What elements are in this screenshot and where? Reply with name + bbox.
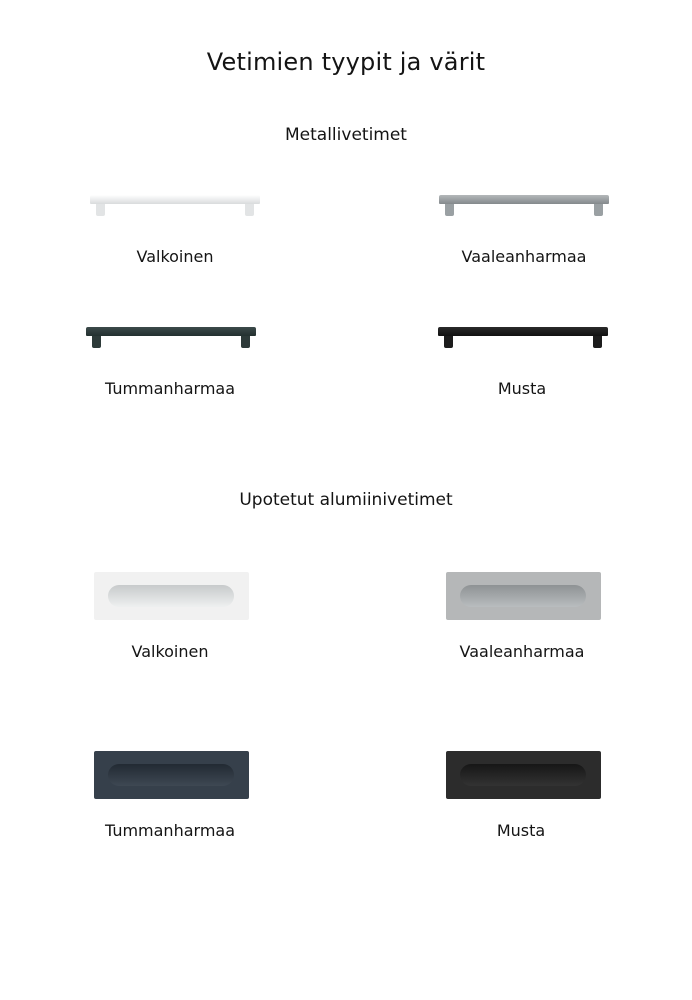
metal-handles-grid bbox=[0, 189, 692, 398]
bar-handle-leg-right bbox=[594, 204, 603, 216]
section-recessed-aluminium-handles bbox=[0, 398, 692, 840]
handle-label: Vaaleanharmaa bbox=[459, 642, 585, 661]
bar-handle-icon-black bbox=[438, 321, 608, 363]
handle-swatch-metal-white[interactable] bbox=[43, 189, 303, 266]
bar-handle-leg-left bbox=[92, 336, 101, 348]
recessed-handle-icon-white bbox=[94, 572, 249, 620]
bar-handle-icon-light-grey bbox=[439, 189, 609, 231]
recessed-handle-icon-light-grey bbox=[446, 572, 601, 620]
bar-handle-leg-left bbox=[445, 204, 454, 216]
bar-handle-icon-white bbox=[90, 189, 260, 231]
handle-swatch-recessed-white[interactable] bbox=[43, 572, 303, 661]
handle-label: Valkoinen bbox=[136, 247, 214, 266]
recessed-handle-inset bbox=[460, 764, 586, 786]
section-metal-handles bbox=[0, 76, 692, 398]
bar-handle-leg-left bbox=[444, 336, 453, 348]
page-title: Vetimien tyypit ja värit bbox=[206, 48, 486, 76]
handle-swatch-recessed-dark-grey[interactable] bbox=[43, 751, 303, 840]
recessed-handle-inset bbox=[108, 585, 234, 607]
bar-handle-icon-dark-grey bbox=[86, 321, 256, 363]
handle-swatch-metal-light-grey[interactable] bbox=[389, 189, 649, 266]
bar-handle-leg-left bbox=[96, 204, 105, 216]
bar-handle-top bbox=[438, 327, 608, 336]
recessed-handles-grid bbox=[0, 572, 692, 840]
handle-label: Valkoinen bbox=[131, 642, 209, 661]
handle-label: Tummanharmaa bbox=[104, 821, 236, 840]
recessed-handle-icon-dark-grey bbox=[94, 751, 249, 799]
bar-handle-leg-right bbox=[593, 336, 602, 348]
section-title-metal-handles: Metallivetimet bbox=[285, 125, 407, 145]
handle-swatch-recessed-light-grey[interactable] bbox=[389, 572, 649, 661]
section-title-recessed-handles: Upotetut alumiinivetimet bbox=[239, 490, 453, 510]
handle-label: Vaaleanharmaa bbox=[461, 247, 587, 266]
bar-handle-top bbox=[439, 195, 609, 204]
recessed-handle-inset bbox=[460, 585, 586, 607]
handle-swatch-metal-dark-grey[interactable] bbox=[43, 321, 303, 398]
handle-label: Musta bbox=[496, 821, 546, 840]
bar-handle-top bbox=[86, 327, 256, 336]
bar-handle-leg-right bbox=[245, 204, 254, 216]
handle-swatch-metal-black[interactable] bbox=[389, 321, 649, 398]
bar-handle-leg-right bbox=[241, 336, 250, 348]
handle-label: Tummanharmaa bbox=[104, 379, 236, 398]
handle-swatch-recessed-black[interactable] bbox=[389, 751, 649, 840]
recessed-handle-inset bbox=[108, 764, 234, 786]
recessed-handle-icon-black bbox=[446, 751, 601, 799]
handle-label: Musta bbox=[497, 379, 547, 398]
bar-handle-top bbox=[90, 195, 260, 204]
